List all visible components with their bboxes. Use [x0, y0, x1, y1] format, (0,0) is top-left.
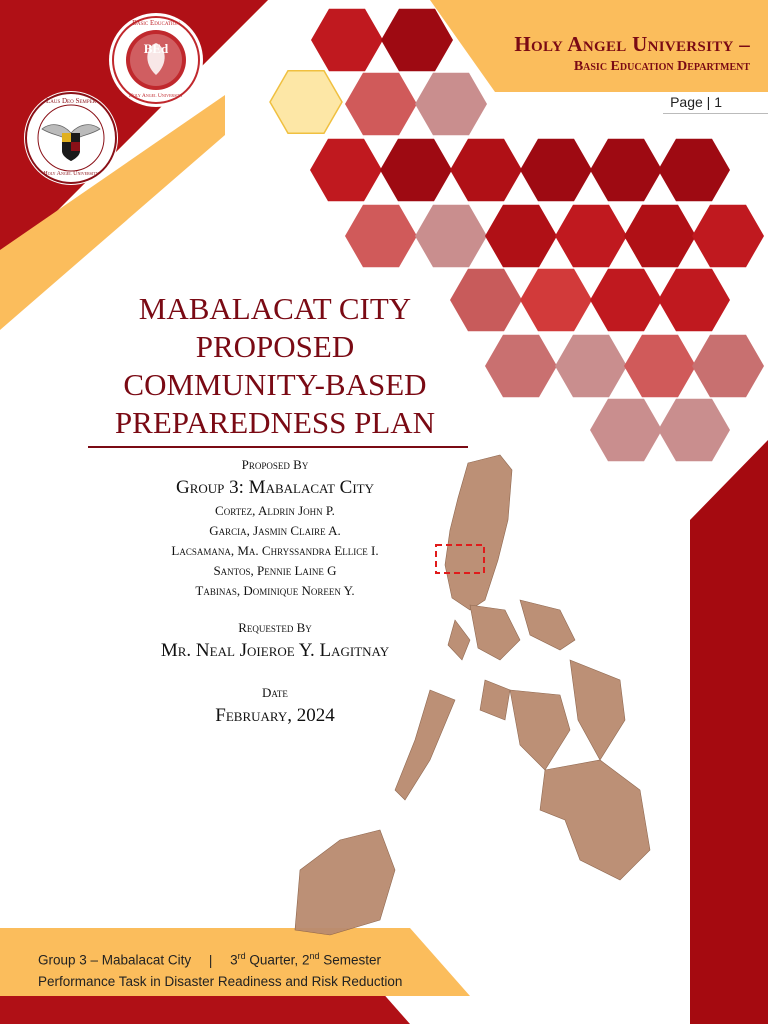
hexagon-tile: [624, 335, 696, 397]
footer-quarter-num: 3: [230, 952, 238, 968]
hau-seal-top-text: Laus Deo Semper: [45, 97, 97, 105]
hexagon-tile: [692, 335, 764, 397]
footer-semester-sup: nd: [309, 951, 320, 961]
date-section: [100, 685, 450, 727]
hexagon-tile: [485, 205, 557, 267]
date-label: Date: [262, 685, 288, 700]
date-value: February, 2024: [215, 705, 335, 726]
hexagon-tile: [520, 269, 592, 331]
footer-semester-word: Semester: [319, 952, 381, 968]
hexagon-tile: [590, 139, 662, 201]
bed-seal-graphic: [111, 15, 201, 105]
title-divider: [88, 446, 468, 448]
proposed-by-section: [100, 457, 450, 601]
hexagon-tile: [415, 73, 487, 135]
footer-semester-num: 2: [301, 952, 310, 968]
hau-seal-bottom-text: Holy Angel University: [43, 171, 99, 177]
page-number: Page | 1: [670, 94, 722, 110]
footer-task: Performance Task in Disaster Readiness and Risk Reduction: [38, 973, 403, 989]
title-line-1: MABALACAT CITY: [138, 291, 412, 326]
member-3: Lacsamana, Ma. Chryssandra Ellice I.: [171, 543, 379, 558]
right-strip: [690, 440, 768, 1024]
hexagon-tile: [658, 269, 730, 331]
proposed-by-label: Proposed By: [241, 457, 309, 472]
hexagon-tile: [658, 139, 730, 201]
member-5: Tabinas, Dominique Noreen Y.: [195, 583, 355, 598]
university-name: Holy Angel University –: [514, 32, 750, 56]
hexagon-tile: [555, 205, 627, 267]
hexagon-tile: [520, 139, 592, 201]
document-title: [90, 290, 460, 442]
footer-quarter-word: Quarter,: [245, 952, 302, 968]
bed-monogram: BEd: [143, 41, 169, 56]
footer-line-1: [38, 946, 402, 971]
hexagon-tile: [692, 205, 764, 267]
group-name: Group 3: Mabalacat City: [176, 477, 374, 498]
page-number-rule: [663, 113, 768, 114]
footer-separator: |: [208, 952, 213, 968]
hexagon-tile: [270, 71, 342, 133]
member-2: Garcia, Jasmin Claire A.: [209, 523, 341, 538]
footer-text: [38, 946, 402, 992]
page-header: [514, 32, 750, 75]
hexagon-tile: [380, 139, 452, 201]
requester-name: Mr. Neal Joieroe Y. Lagitnay: [160, 640, 390, 661]
hexagon-tile: [450, 139, 522, 201]
bed-seal: [111, 15, 201, 105]
footer-group: Group 3 – Mabalacat City: [38, 952, 192, 968]
title-line-2: PROPOSED: [195, 329, 355, 364]
department-name: Basic Education Department: [573, 59, 750, 74]
requested-by-label: Requested By: [238, 620, 312, 635]
title-line-3: COMMUNITY-BASED: [123, 367, 427, 402]
hexagon-tile: [345, 205, 417, 267]
member-4: Santos, Pennie Laine G: [213, 563, 337, 578]
footer-quarter-sup: rd: [237, 951, 246, 961]
bed-seal-bottom-text: Holy Angel University: [129, 93, 183, 99]
hexagon-tile: [310, 139, 382, 201]
bed-seal-top-text: Basic Education: [132, 19, 180, 27]
hexagon-tile: [415, 205, 487, 267]
hexagon-tile: [485, 335, 557, 397]
hexagon-tile: [624, 205, 696, 267]
hexagon-tile: [311, 9, 383, 71]
hau-seal: [24, 91, 118, 185]
requested-by-section: [100, 620, 450, 662]
hexagon-tile: [658, 399, 730, 461]
title-line-4: PREPAREDNESS PLAN: [114, 405, 436, 440]
member-1: Cortez, Aldrin John P.: [215, 503, 335, 518]
hexagon-tile: [345, 73, 417, 135]
hexagon-tile: [381, 9, 453, 71]
hexagon-tile: [555, 335, 627, 397]
hexagon-tile: [450, 269, 522, 331]
hexagon-tile: [590, 269, 662, 331]
hexagon-tile: [590, 399, 662, 461]
